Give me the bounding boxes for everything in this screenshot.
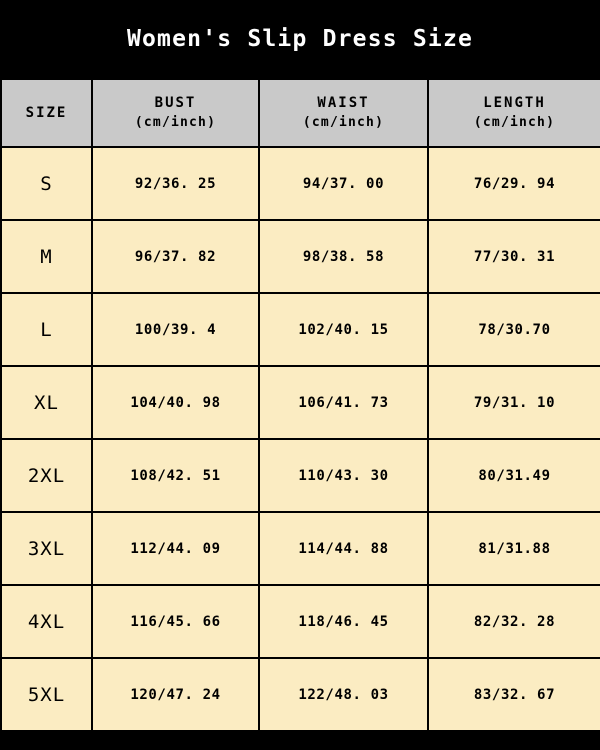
column-header-waist	[259, 79, 428, 147]
cell-size: S	[1, 147, 92, 220]
column-header-bust-unit: (cm/inch)	[134, 114, 217, 130]
cell-waist: 114/44. 88	[259, 512, 428, 585]
table-row	[1, 585, 600, 658]
cell-waist: 102/40. 15	[259, 293, 428, 366]
column-header-size-label: SIZE	[25, 104, 68, 121]
table-header	[1, 79, 600, 147]
cell-size: 4XL	[1, 585, 92, 658]
cell-length: 78/30.70	[428, 293, 600, 366]
cell-bust: 92/36. 25	[92, 147, 259, 220]
cell-bust: 96/37. 82	[92, 220, 259, 293]
cell-bust: 112/44. 09	[92, 512, 259, 585]
cell-waist: 94/37. 00	[259, 147, 428, 220]
cell-waist: 118/46. 45	[259, 585, 428, 658]
cell-size: 3XL	[1, 512, 92, 585]
table-header-row	[1, 79, 600, 147]
cell-length: 83/32. 67	[428, 658, 600, 731]
cell-size: XL	[1, 366, 92, 439]
column-header-length	[428, 79, 600, 147]
cell-size: 5XL	[1, 658, 92, 731]
column-header-waist-label: WAIST	[317, 95, 370, 112]
size-chart-table	[0, 78, 600, 732]
table-row	[1, 512, 600, 585]
cell-bust: 116/45. 66	[92, 585, 259, 658]
cell-size: M	[1, 220, 92, 293]
table-body	[1, 147, 600, 731]
cell-length: 80/31.49	[428, 439, 600, 512]
cell-bust: 120/47. 24	[92, 658, 259, 731]
cell-length: 79/31. 10	[428, 366, 600, 439]
column-header-bust	[92, 79, 259, 147]
cell-bust: 104/40. 98	[92, 366, 259, 439]
cell-length: 81/31.88	[428, 512, 600, 585]
cell-length: 76/29. 94	[428, 147, 600, 220]
cell-size: 2XL	[1, 439, 92, 512]
cell-bust: 108/42. 51	[92, 439, 259, 512]
cell-waist: 106/41. 73	[259, 366, 428, 439]
cell-waist: 122/48. 03	[259, 658, 428, 731]
table-row	[1, 147, 600, 220]
table-row	[1, 658, 600, 731]
column-header-length-unit: (cm/inch)	[473, 114, 556, 130]
title-bar	[0, 0, 600, 78]
table-row	[1, 293, 600, 366]
page-title: Women's Slip Dress Size	[126, 26, 474, 52]
cell-length: 77/30. 31	[428, 220, 600, 293]
cell-length: 82/32. 28	[428, 585, 600, 658]
column-header-waist-unit: (cm/inch)	[302, 114, 385, 130]
cell-bust: 100/39. 4	[92, 293, 259, 366]
cell-waist: 110/43. 30	[259, 439, 428, 512]
cell-size: L	[1, 293, 92, 366]
table-row	[1, 366, 600, 439]
cell-waist: 98/38. 58	[259, 220, 428, 293]
table-row	[1, 220, 600, 293]
column-header-size	[1, 79, 92, 147]
footer-strip	[0, 732, 600, 750]
column-header-bust-label: BUST	[154, 95, 197, 112]
column-header-length-label: LENGTH	[483, 95, 546, 112]
table-row	[1, 439, 600, 512]
